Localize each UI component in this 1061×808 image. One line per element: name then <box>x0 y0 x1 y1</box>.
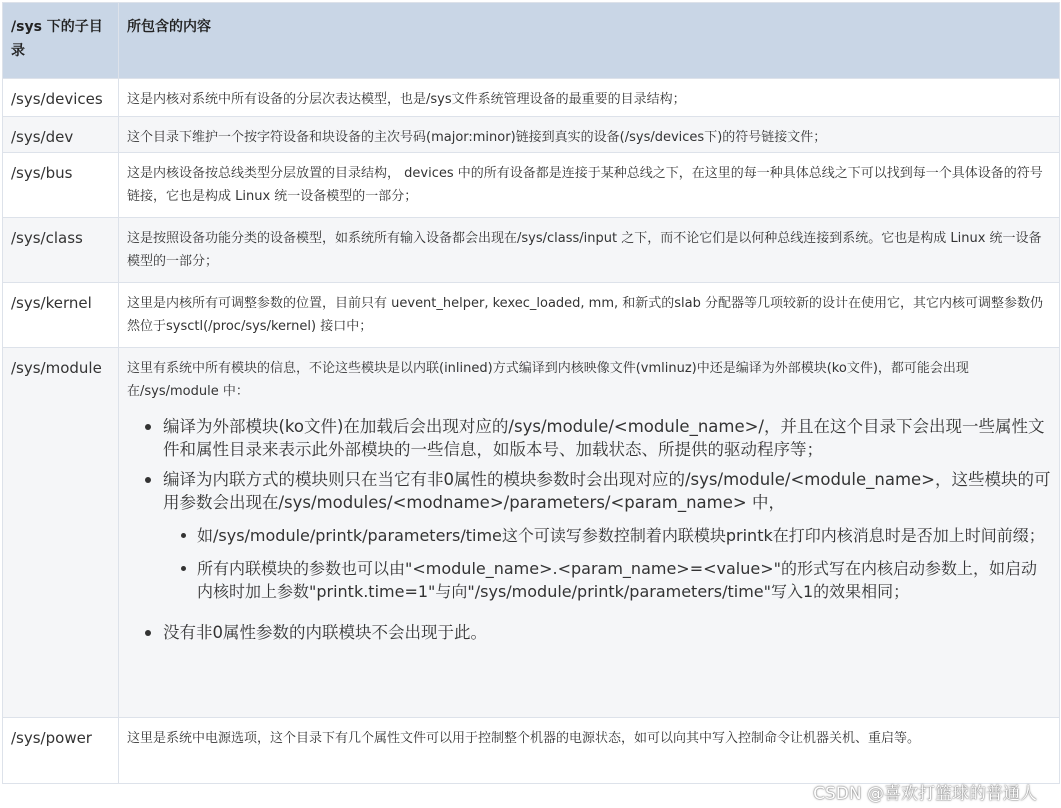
row-value: 这是内核对系统中所有设备的分层次表达模型，也是/sys文件系统管理设备的最重要的目录结构； <box>119 79 1060 117</box>
row-key: /sys/dev <box>3 117 119 153</box>
row-value: 这是内核设备按总线类型分层放置的目录结构， devices 中的所有设备都是连接于某种总线之下，在这里的每一种具体总线之下可以找到每一个具体设备的符号链接，它也是构成 Linux 统一设备模型的一部分； <box>119 153 1060 218</box>
module-intro: 这里有系统中所有模块的信息，不论这些模块是以内联(inlined)方式编译到内核映像文件(vmlinuz)中还是编译为外部模块(ko文件)，都可能会出现在/sys/module 中： <box>127 361 969 399</box>
row-value: 这里是系统中电源选项，这个目录下有几个属性文件可以用于控制整个机器的电源状态，如可以向其中写入控制命令让机器关机、重启等。 <box>119 718 1060 784</box>
row-key: /sys/class <box>3 218 119 283</box>
row-key: /sys/kernel <box>3 283 119 348</box>
table-header-row <box>3 3 1060 79</box>
table-row <box>3 718 1060 784</box>
table-row <box>3 348 1060 718</box>
sys-directory-table <box>2 2 1060 784</box>
row-value <box>119 348 1060 718</box>
list-item: 如/sys/module/printk/parameters/time这个可读写参数控制着内联模块printk在打印内核消息时是否加上时间前缀； <box>197 524 1051 547</box>
row-value: 这里是内核所有可调整参数的位置，目前只有 uevent_helper, kexec_loaded, mm, 和新式的slab 分配器等几项较新的设计在使用它，其它内核可调整参数仍然位于sysctl(/proc/sys/kernel) 接口中； <box>119 283 1060 348</box>
table-row <box>3 283 1060 348</box>
row-value: 这个目录下维护一个按字符设备和块设备的主次号码(major:minor)链接到真实的设备(/sys/devices下)的符号链接文件； <box>119 117 1060 153</box>
list-item <box>163 468 1051 603</box>
row-key: /sys/bus <box>3 153 119 218</box>
list-item-text: 编译为内联方式的模块则只在当它有非0属性的模块参数时会出现对应的/sys/module/<module_name>，这些模块的可用参数会出现在/sys/modules/<modname>/parameters/<param_name> 中， <box>163 470 1051 512</box>
header-subdirectory: /sys 下的子目录 <box>3 3 119 79</box>
table-row <box>3 117 1060 153</box>
list-item: 编译为外部模块(ko文件)在加载后会出现对应的/sys/module/<module_name>/，并且在这个目录下会出现一些属性文件和属性目录来表示此外部模块的一些信息，如版本号、加载状态、所提供的驱动程序等； <box>163 415 1051 461</box>
row-key: /sys/module <box>3 348 119 718</box>
list-item: 没有非0属性参数的内联模块不会出现于此。 <box>163 621 1051 644</box>
row-value: 这是按照设备功能分类的设备模型，如系统所有输入设备都会出现在/sys/class/input 之下，而不论它们是以何种总线连接到系统。它也是构成 Linux 统一设备模型的一部分； <box>119 218 1060 283</box>
csdn-watermark: CSDN @喜欢打篮球的普通人 <box>813 784 1037 804</box>
header-contents: 所包含的内容 <box>119 3 1060 79</box>
table-row <box>3 79 1060 117</box>
table-row <box>3 153 1060 218</box>
list-item: 所有内联模块的参数也可以由"<module_name>.<param_name>=<value>"的形式写在内核启动参数上，如启动内核时加上参数"printk.time=1"与向"/sys/module/printk/parameters/time"写入1的效果相同； <box>197 557 1051 603</box>
module-sub-list <box>163 524 1051 603</box>
row-key: /sys/devices <box>3 79 119 117</box>
module-bullet-list <box>127 415 1051 644</box>
table-row <box>3 218 1060 283</box>
row-key: /sys/power <box>3 718 119 784</box>
